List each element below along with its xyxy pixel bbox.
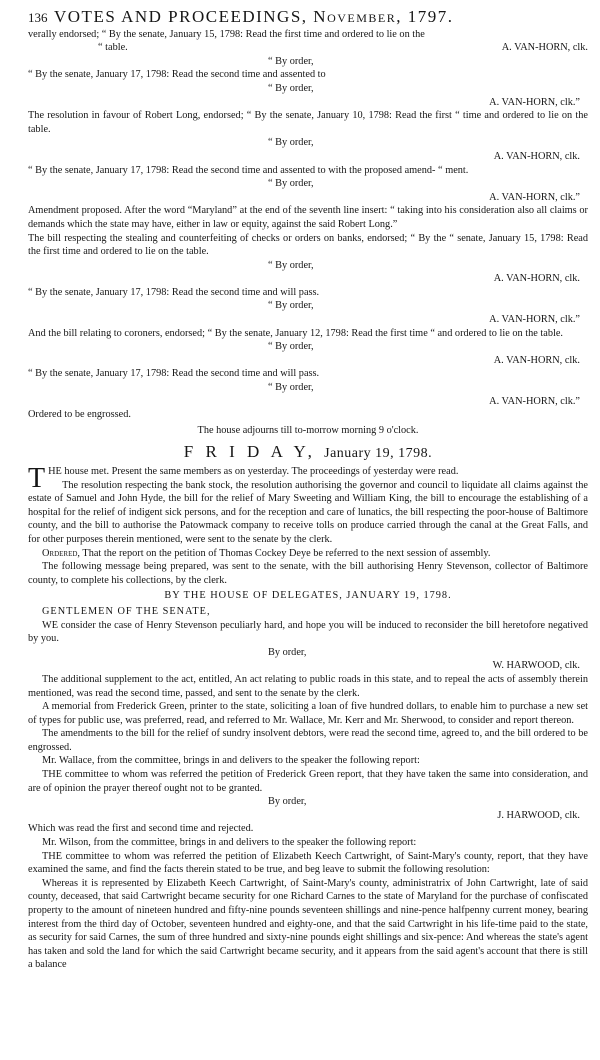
paragraph: THE committee to whom was referred the petition of Elizabeth Keech Cartwright, of Saint-Mary's county, report, that they have examined the same, and find the facts therein stated to be true, and beg leave to submit the following resolution:	[28, 850, 588, 876]
by-order-line: “ By order,	[268, 82, 314, 94]
paragraph: Ordered to be engrossed.	[28, 409, 131, 421]
row-text: “ table.	[98, 42, 128, 54]
paragraph: “ By the senate, January 17, 1798: Read the second time and assented to	[28, 69, 326, 81]
day-name: F R I D A Y,	[183, 442, 316, 462]
message-heading: BY THE HOUSE OF DELEGATES, JANUARY 19, 1798.	[164, 590, 452, 602]
page-number: 136	[28, 10, 48, 25]
ordered-paragraph	[28, 547, 588, 561]
by-order-line: “ By order,	[268, 137, 314, 149]
adjournment-line: The house adjourns till to-morrow morning 9 o'clock.	[197, 424, 419, 436]
opening-paragraph	[28, 463, 588, 494]
clerk-signature: A. VAN-HORN, clk.	[493, 354, 580, 366]
paragraph: The bill respecting the stealing and counterfeiting of checks or orders on banks, endorsed; “ By the “ senate, January 15, 1798: Read the first time and ordered to lie on the table.	[28, 232, 588, 258]
clerk-signature: A. VAN-HORN, clk.”	[489, 395, 580, 407]
paragraph: The resolution in favour of Robert Long, endorsed; “ By the senate, January 10, 1798: Read the first “ time and ordered to lie on the table.	[28, 110, 588, 135]
salutation: GENTLEMEN OF THE SENATE,	[42, 605, 211, 617]
paragraph: The amendments to the bill for the relief of sundry insolvent debtors, were read the second time, agreed to, and the bill ordered to be engrossed.	[28, 728, 588, 753]
clerk-signature: A. VAN-HORN, clk.	[501, 42, 588, 54]
clerk-signature-line	[28, 659, 588, 673]
paragraph: verally endorsed; “ By the senate, January 15, 1798: Read the first time and ordered to lie on the	[28, 28, 425, 40]
paragraph: Whereas it is represented by Elizabeth Keech Cartwright, of Saint-Mary's county, administratrix of John Cartwright, late of said county, deceased, that said Cartwright became security for one Richard Carnes to the state of Maryland for the purchase of confiscated property to the amount of nineteen hundred and fifty-nine pounds seventeen shillings and nine-pence halfpenny current money, bearing interest from the third day of October, seventeen hundred and eighty-one, and that the said Cartwright in his life-time paid to the state, as security for said Carnes, the sum of three hundred and sixty-nine pounds eight shillings and six-pence: And whereas the state's agent has taken and sold the land for which the said Cartwright became security, and it appears from the said agent's account that there is still a balance	[28, 877, 588, 971]
clerk-signature: A. VAN-HORN, clk.”	[489, 314, 580, 326]
by-order-line: “ By order,	[268, 300, 314, 312]
by-order-line: By order,	[268, 796, 307, 808]
opening-text: HE house met. Present the same members as on yesterday. The proceedings of yesterday were read.	[48, 466, 459, 477]
by-order-line: By order,	[268, 646, 307, 658]
clerk-signature-line	[28, 809, 588, 823]
paragraph: Mr. Wallace, from the committee, brings in and delivers to the speaker the following report:	[42, 755, 420, 767]
paragraph: WE consider the case of Henry Stevenson peculiarly hard, and hope you will be induced to reconsider the bill heretofore negatived by you.	[28, 619, 588, 645]
clerk-signature: J. HARWOOD, clk.	[497, 809, 580, 821]
clerk-signature-line	[28, 191, 588, 205]
clerk-signature-line	[28, 395, 588, 409]
paragraph: Which was read the first and second time and rejected.	[28, 823, 254, 835]
paragraph: “ By the senate, January 17, 1798: Read the second time and assented to with the proposed amend- “ ment.	[28, 164, 469, 176]
paragraph-text: That the report on the petition of Thomas Cockey Deye be referred to the next session of assembly.	[82, 547, 491, 559]
by-order-line: “ By order,	[268, 55, 314, 67]
drop-cap: T	[28, 463, 46, 494]
clerk-signature: A. VAN-HORN, clk.	[493, 150, 580, 162]
clerk-signature-line	[28, 272, 588, 286]
document-page	[28, 10, 588, 1040]
clerk-signature: W. HARWOOD, clk.	[492, 660, 580, 672]
by-order-line: “ By order,	[268, 259, 314, 271]
paragraph: The resolution respecting the bank stock, the resolution authorising the governor and council to liquidate all claims against the estate of Samuel and John Hyde, the bill for the relief of Mary Sweeting and William King, the bill to encourage the establishing of a hospital for the relief of indigent sick persons, and for the reception and care of lunatics, the bill respecting the poor-house of Baltimore county, and the bill to authorise the Patowmack company to receive tolls on produce carried through the canal at the Great Falls, and for other purposes therein mentioned, were sent to the senate by the clerk.	[28, 479, 588, 545]
day-heading	[28, 442, 588, 462]
clerk-signature-line	[28, 150, 588, 164]
ordered-lead: Ordered,	[42, 547, 81, 559]
clerk-signature-line	[28, 354, 588, 368]
paragraph: “ By the senate, January 17, 1798: Read the second time and will pass.	[28, 286, 320, 298]
by-order-line: “ By order,	[268, 178, 314, 190]
clerk-signature-line	[28, 313, 588, 327]
clerk-signature-line	[28, 96, 588, 110]
paragraph: “ By the senate, January 17, 1798: Read the second time and will pass.	[28, 368, 320, 380]
paragraph: Amendment proposed. After the word “Maryland” at the end of the seventh line insert: “ taking into his consideration also all claims or demands which the state may have, either in law or equity, against the said Robert Long.”	[28, 205, 588, 230]
clerk-signature: A. VAN-HORN, clk.”	[489, 96, 580, 108]
paragraph: And the bill relating to coroners, endorsed; “ By the senate, January 12, 1798: Read the first time “ and ordered to lie on the table.	[28, 327, 563, 339]
paragraph: Mr. Wilson, from the committee, brings in and delivers to the speaker the following report:	[42, 837, 417, 849]
paragraph: A memorial from Frederick Green, printer to the state, soliciting a loan of five hundred dollars, to enable him to purchase a new set of types for public use, was preferred, read, and referred to Mr. Wallace, Mr. Kerr and Mr. Sherwood, to consider and report thereon.	[28, 701, 588, 726]
day-date: January 19, 1798.	[324, 446, 433, 462]
clerk-signature: A. VAN-HORN, clk.	[493, 273, 580, 285]
by-order-line: “ By order,	[268, 341, 314, 353]
page-header	[28, 10, 588, 25]
paragraph: The following message being prepared, was sent to the senate, with the bill authorising Henry Stevenson, collector of Baltimore county, to complete his collections, by the clerk.	[28, 561, 588, 586]
by-order-line: “ By order,	[268, 382, 314, 394]
friday-proceedings-section	[28, 479, 588, 972]
clerk-signature: A. VAN-HORN, clk.”	[489, 191, 580, 203]
text-row	[28, 41, 588, 55]
paragraph: The additional supplement to the act, entitled, An act relating to public roads in this state, and to repeal the acts of assembly therein mentioned, was read the second time, passed, and sent to the senate by the clerk.	[28, 673, 588, 699]
senate-endorsements-section	[28, 28, 588, 438]
paragraph: THE committee to whom was referred the petition of Frederick Green report, that they have taken the same into consideration, and are of opinion the prayer thereof ought not to be granted.	[28, 769, 588, 794]
page-title: VOTES AND PROCEEDINGS, November, 1797.	[54, 10, 454, 26]
